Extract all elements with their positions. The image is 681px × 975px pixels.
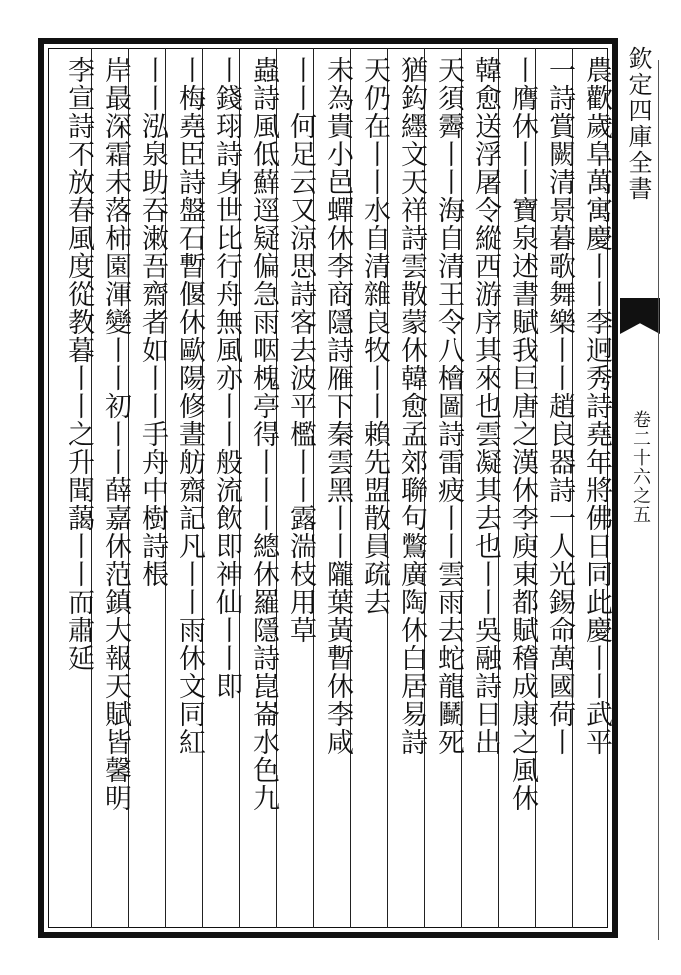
fish-tail-mark [620, 298, 660, 334]
text-column-4: 韓愈送浮屠令縱西游序其來也雲凝其去也丨丨吳融詩日出 [470, 56, 501, 756]
text-column-3: 丨膺休丨丨寶泉述書賦我巨唐之漢休李庾東都賦稽成康之風休 [507, 56, 538, 812]
page-right-edge [658, 60, 669, 940]
text-column-15: 李宣詩不放春風度從教暮丨丨之升聞藹丨丨而肅延 [63, 56, 94, 672]
text-column-6: 猶鈎纆文天祥詩雲散蒙休韓愈孟郊聯句鷩廣陶休白居易詩 [396, 56, 427, 756]
text-column-7: 天仍在丨丨水自清雜良牧丨丨賴先盟散員疏去 [359, 56, 390, 616]
text-column-10: 蟲詩風低蘚逕疑偏急雨咽槐亭得丨丨丨總休羅隱詩崑崙水色九 [248, 56, 279, 812]
text-column-12: 丨梅堯臣詩盤石暫偃休歐陽修晝舫齋記凡丨丨雨休文同紅 [174, 56, 205, 756]
margin-volume-label: 卷二十六之五 [630, 410, 651, 524]
text-column-2: 一詩賞闕清景暮歌舞樂丨丨趙良器詩一人光錫命萬國荷丨 [544, 56, 575, 756]
text-column-14: 岸最深霜未落柿園渾變丨丨初丨丨薛嘉休范鎮大報天賦皆馨明 [100, 56, 131, 812]
text-column-8: 未為貴小邑蟬休李商隱詩雁下秦雲黑丨丨隴葉黃暫休李咸 [322, 56, 353, 756]
text-column-9: 丨丨何足云又涼思詩客去波平檻丨丨露湍枝用草 [285, 56, 316, 644]
margin-book-title: 欽定四庫全書 [624, 46, 652, 202]
text-column-13: 丨丨泓泉助吞潄吾齋者如丨丨手舟中樹詩棖 [137, 56, 168, 588]
text-column-5: 天須霽丨丨海自清王令八檜圖詩雷疲丨丨雲雨去蛇龍鬭死 [433, 56, 464, 756]
text-column-11: 丨錢珝詩身世比行舟無風亦丨丨般流飲即神仙丨丨即 [211, 56, 242, 700]
text-column-1: 農歡歲阜萬寓慶丨丨李迥秀詩堯年將佛日同此慶丨丨武平 [581, 56, 612, 756]
